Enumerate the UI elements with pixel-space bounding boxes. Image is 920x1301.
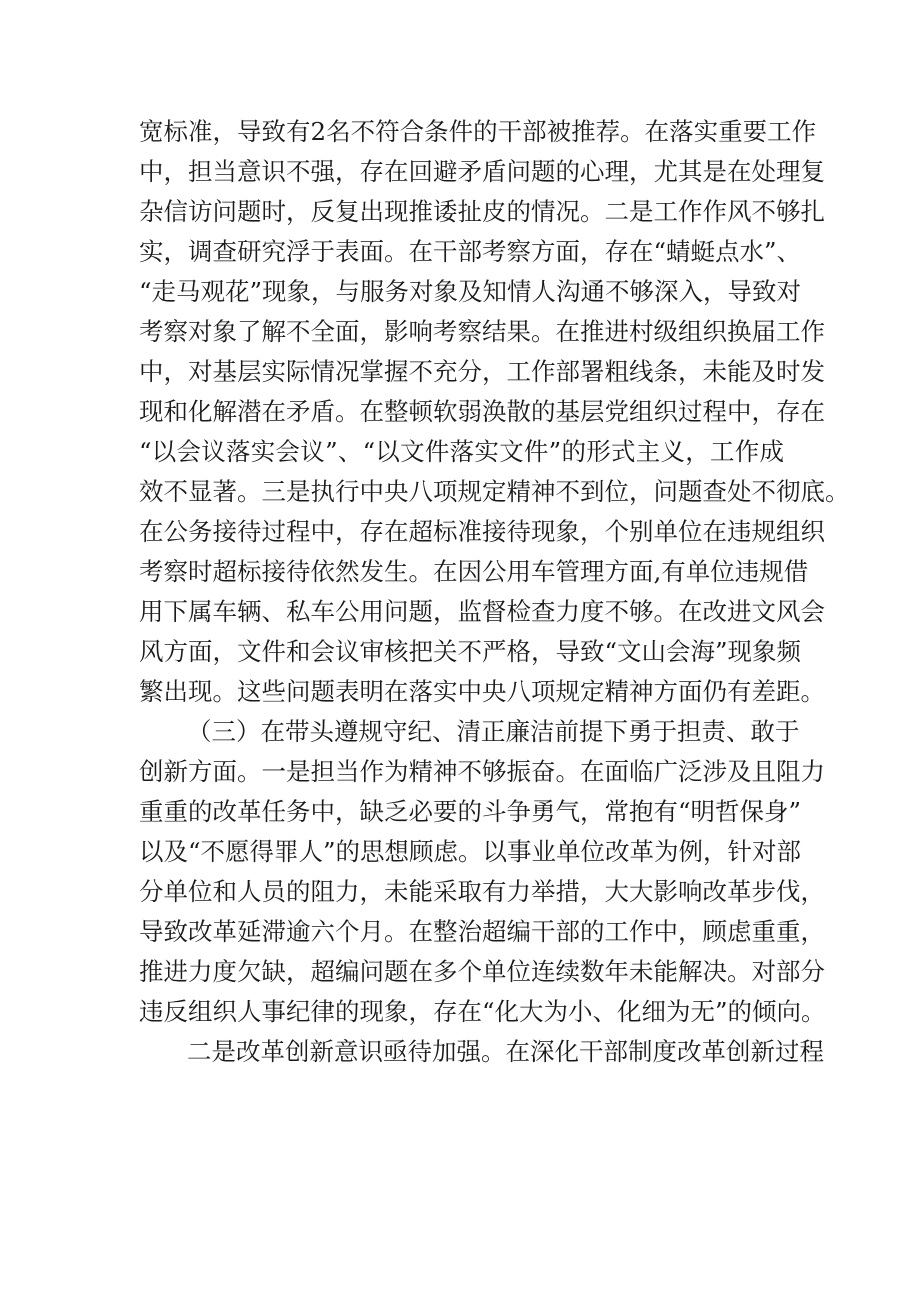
text-line: 风方面，文件和会议审核把关不严格，导致“文山会海”现象频 (139, 637, 802, 666)
text-line: 以及“不愿得罪人”的思想顾虑。以事业单位改革为例，针对部 (139, 837, 802, 866)
text-line: 导致改革延滞逾六个月。在整治超编干部的工作中，顾虑重重， (139, 917, 825, 946)
text-line: 考察对象了解不全面，影响考察结果。在推进村级组织换届工作 (139, 317, 825, 346)
paragraph-start-line: 二是改革创新意识亟待加强。在深化干部制度改革创新过程 (187, 1037, 824, 1066)
text-line: 违反组织人事纪律的现象，存在“化大为小、化细为无”的倾向。 (139, 997, 826, 1026)
text-line: 重重的改革任务中，缺乏必要的斗争勇气，常抱有“明哲保身” (139, 797, 802, 826)
text-line: 现和化解潜在矛盾。在整顿软弱涣散的基层党组织过程中，存在 (139, 397, 825, 426)
section-heading-line: （三）在带头遵规守纪、清正廉洁前提下勇于担责、敢于 (187, 717, 800, 746)
text-line: 中，担当意识不强，存在回避矛盾问题的心理，尤其是在处理复 (139, 157, 825, 186)
text-line: 分单位和人员的阻力，未能采取有力举措，大大影响改革步伐， (139, 877, 825, 906)
text-line: 用下属车辆、私车公用问题，监督检查力度不够。在改进文风会 (139, 597, 825, 626)
text-line: 实，调查研究浮于表面。在干部考察方面，存在“蜻蜓点水”、 (139, 237, 802, 266)
text-line: 繁出现。这些问题表明在落实中央八项规定精神方面仍有差距。 (139, 677, 825, 706)
text-line: 在公务接待过程中，存在超标准接待现象，个别单位在违规组织 (139, 517, 825, 546)
text-line: 效不显著。三是执行中央八项规定精神不到位，问题查处不彻底。 (139, 477, 850, 506)
text-line: 杂信访问题时，反复出现推诿扯皮的情况。二是工作作风不够扎 (139, 197, 825, 226)
text-line: 中，对基层实际情况掌握不充分，工作部署粗线条，未能及时发 (139, 357, 825, 386)
text-line: “走马观花”现象，与服务对象及知情人沟通不够深入，导致对 (139, 277, 802, 306)
text-line: 考察时超标接待依然发生。在因公用车管理方面,有单位违规借 (139, 557, 809, 586)
text-line: 宽标准，导致有2名不符合条件的干部被推荐。在落实重要工作 (139, 117, 817, 146)
text-line: “以会议落实会议”、“以文件落实文件”的形式主义，工作成 (139, 437, 784, 466)
text-line: 推进力度欠缺，超编问题在多个单位连续数年未能解决。对部分 (139, 957, 825, 986)
text-line: 创新方面。一是担当作为精神不够振奋。在面临广泛涉及且阻力 (139, 757, 825, 786)
